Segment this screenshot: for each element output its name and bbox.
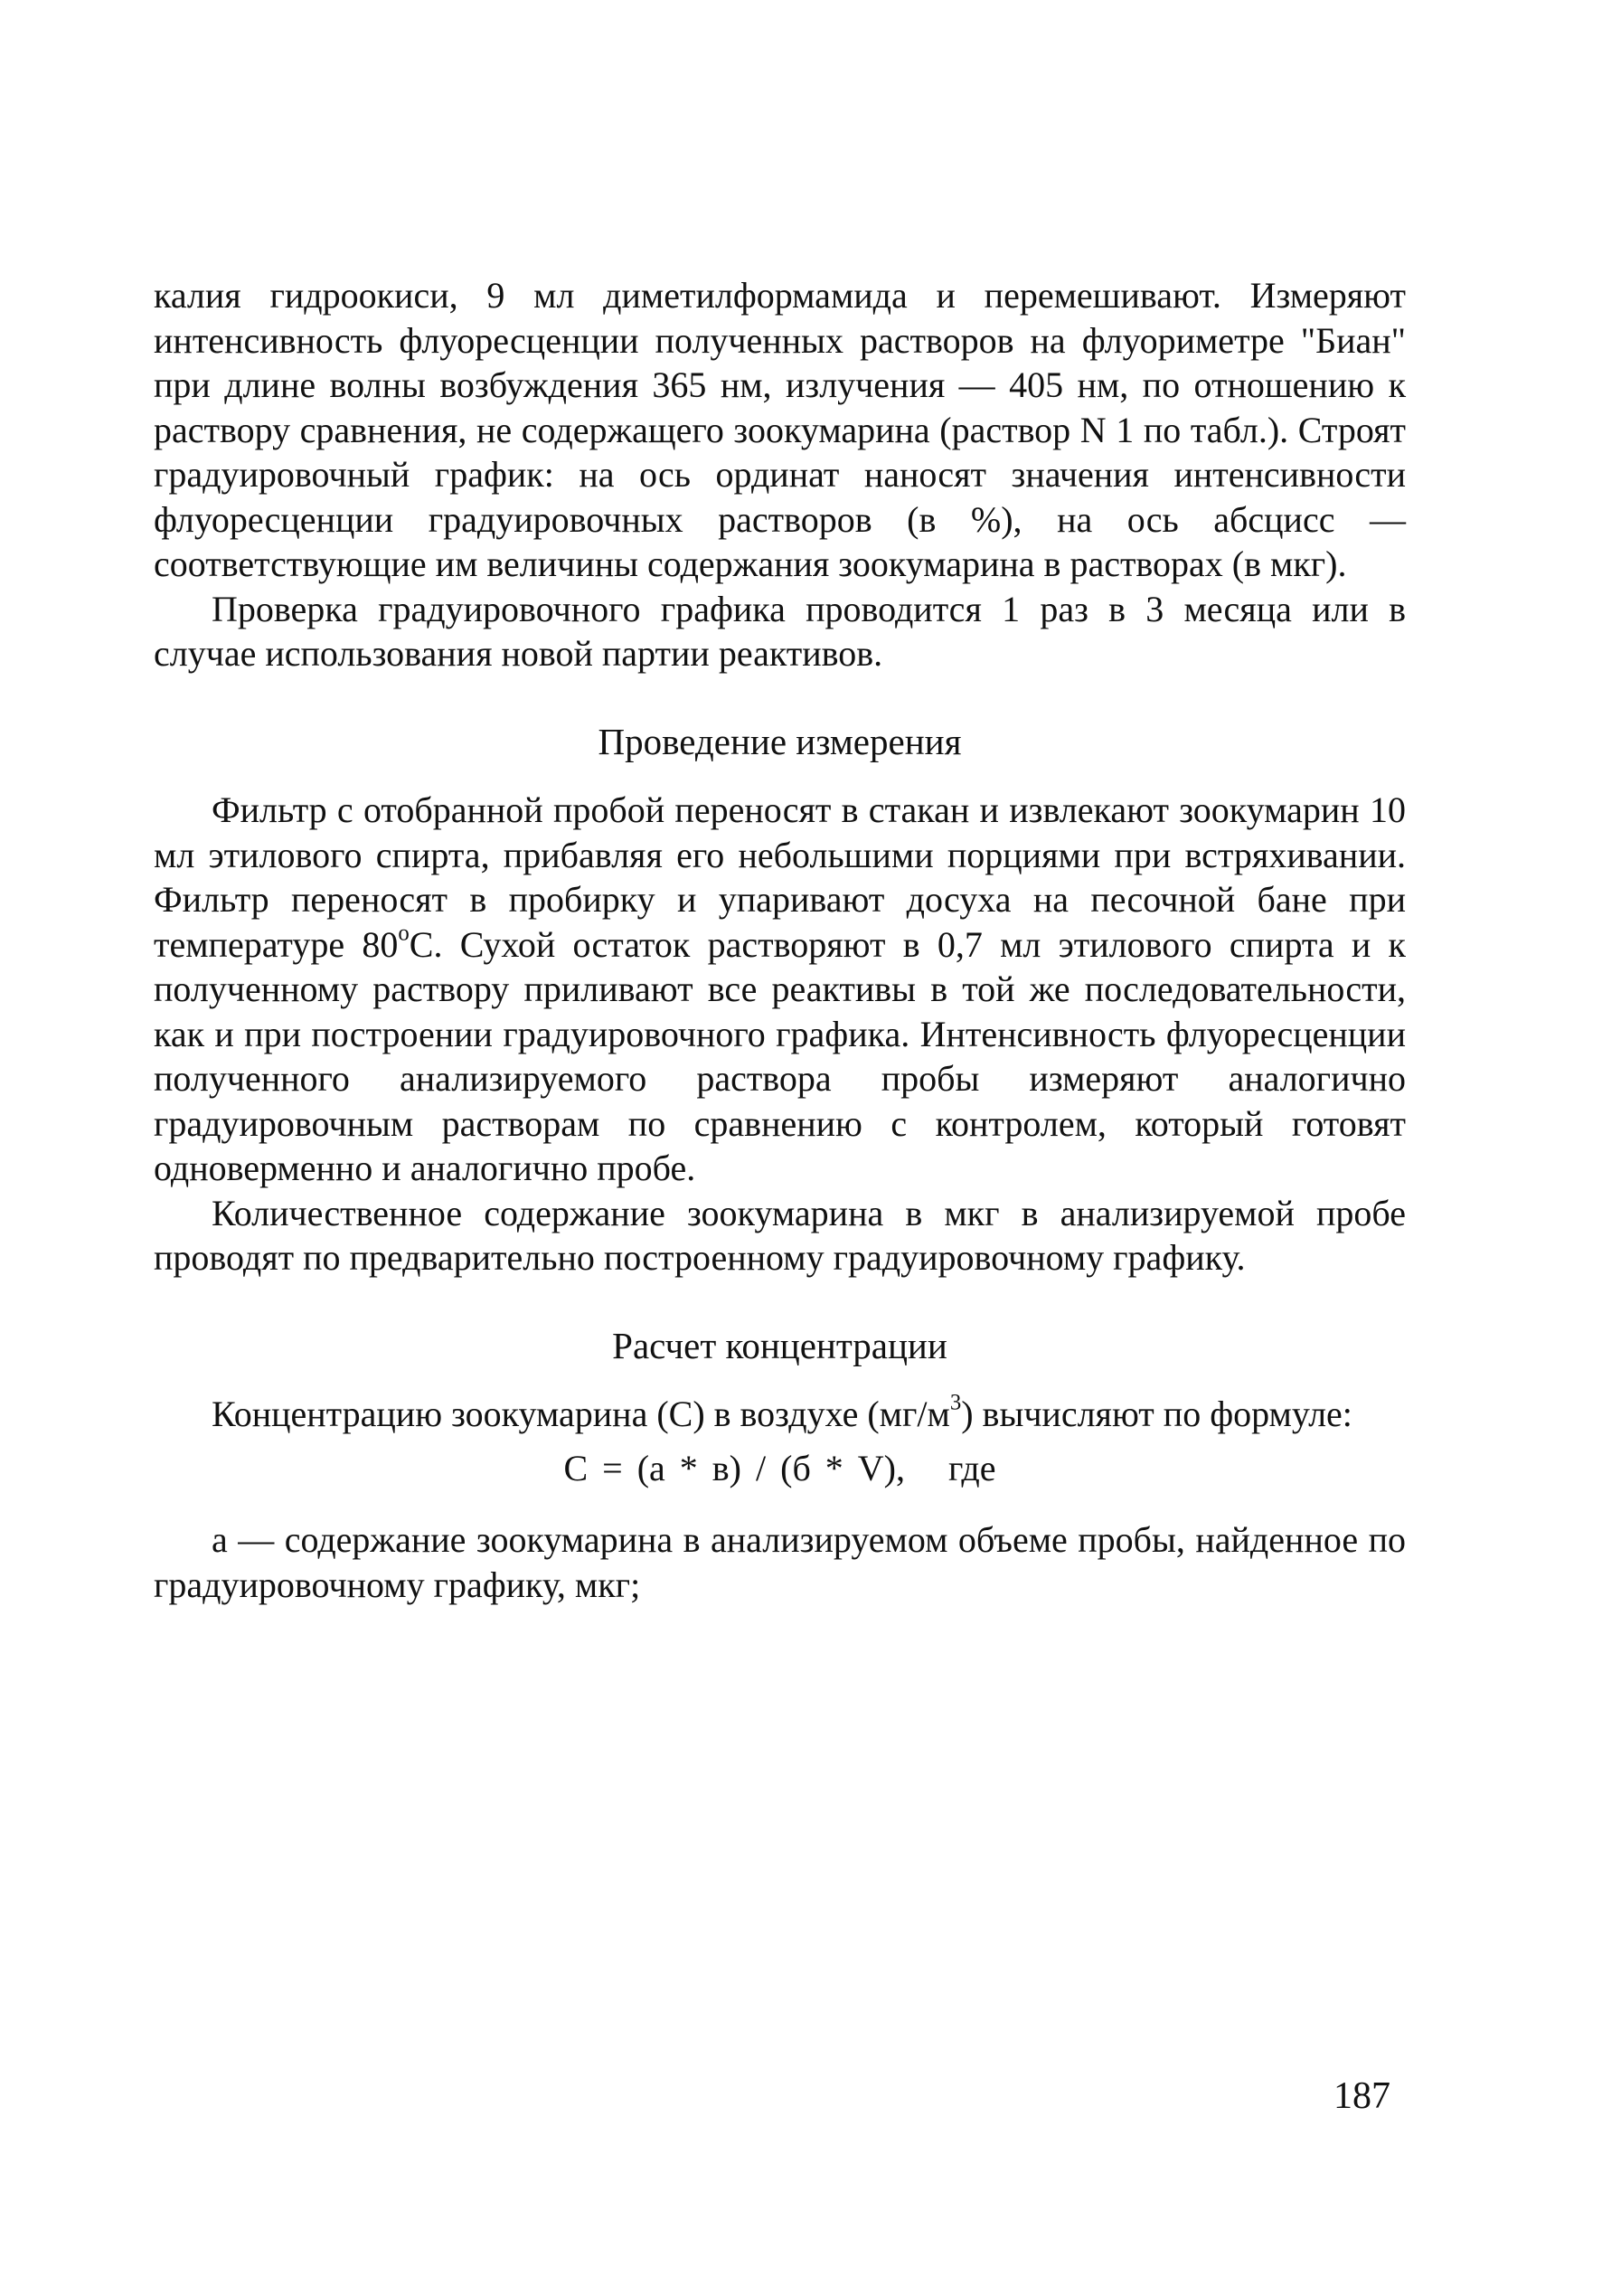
heading-measurement: Проведение измерения: [598, 720, 962, 762]
paragraph-graph-check: Проверка градуировочного графика проводится 1 раз в 3 месяца или в случае использования новой партии реактивов.: [154, 588, 1406, 674]
paragraph-reagents: калия гидроокиси, 9 мл диметилформамида и перемешивают. Измеряют интенсивность флуоресценции полученных растворов на флуориметре "Биан" при длине волны возбуждения 365 нм, излучения — 405 нм, по отношению к раствору сравнения, не содержащего зоокумарина (раствор N 1 по табл.). Строят градуировочный график: на ось ординат наносят значения интенсивности флуоресценции градуировочных растворов (в %), на ось абсцисс — соответствующие им величины содержания зоокумарина в растворах (в мкг).: [154, 275, 1406, 584]
paragraph-concentration-part1: Концентрацию зоокумарина (С) в воздухе (мг/м: [212, 1394, 950, 1434]
paragraph-measurement-part2: С. Сухой остаток растворяют в 0,7 мл этилового спирта и к полученному раствору приливают все реактивы в той же последовательности, как и при построении градуировочного графика. Интенсивность флуоресценции полученного анализируемого раствора пробы измеряют аналогично градуировочным растворам по сравнению с контролем, который готовят одноверменно и аналогично пробе.: [154, 923, 1406, 1188]
paragraph-concentration-part2: ) вычисляют по формуле:: [961, 1394, 1352, 1434]
heading-calculation: Расчет концентрации: [612, 1324, 947, 1366]
page-content: [154, 273, 1406, 1607]
degree-sign: о: [398, 920, 410, 945]
formula: С = (а * в) / (б * V), где: [563, 1447, 996, 1488]
paragraph-measurement: [154, 788, 1406, 1191]
page-number: 187: [1333, 2075, 1390, 2117]
paragraph-concentration: [154, 1392, 1406, 1437]
paragraph-quantity: Количественное содержание зоокумарина в мкг в анализируемой пробе проводят по предварительно построенному градуировочному графику.: [154, 1192, 1406, 1278]
superscript-three: 3: [949, 1390, 962, 1415]
paragraph-definition-a: а — содержание зоокумарина в анализируемом объеме пробы, найденное по градуировочному графику, мкг;: [154, 1519, 1406, 1605]
paragraph-measurement-part1: Фильтр с отобранной пробой переносят в стакан и извлекают зоокумарин 10 мл этилового спирта, прибавляя его небольшими порциями при встряхивании. Фильтр переносят в пробирку и упаривают досуха на песочной бане при температуре 80: [154, 789, 1406, 965]
